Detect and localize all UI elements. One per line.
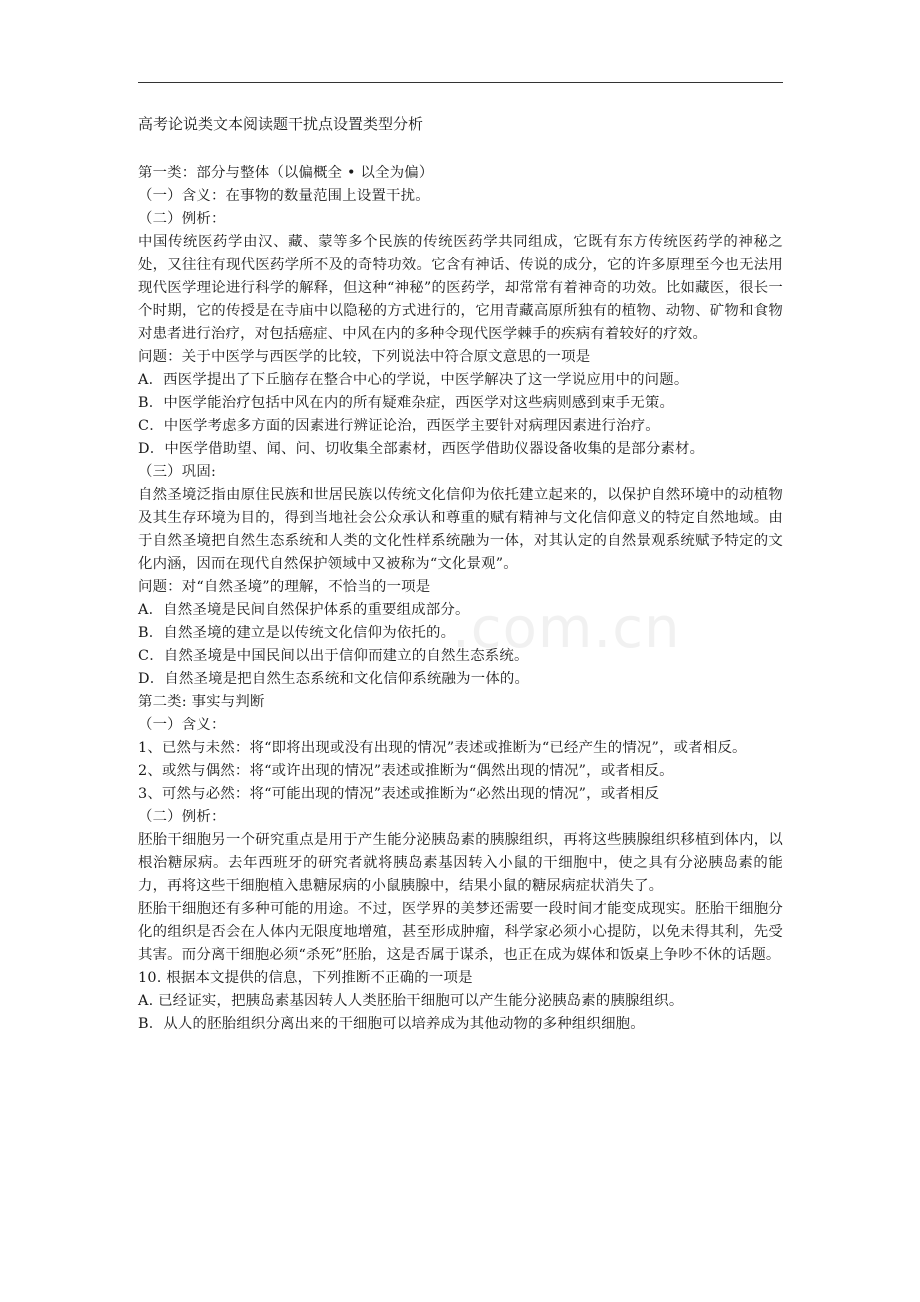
- question-1-option-b: B．中医学能治疗包括中风在内的所有疑难杂症，西医学对这些病则感到束手无策。: [138, 395, 675, 411]
- section-2-example-passage-2: 胚胎干细胞还有多种可能的用途。不过，医学界的美梦还需要一段时间才能变成现实。胚胎干细胞分化的组织是否会在人体内无限度地增殖，甚至形成肿瘤，科学家必须小心提防，以免未得其利，先受其害。而分离干细胞必须“杀死”胚胎，这是否属于谋杀，也正在成为媒体和饭桌上争吵不休的话题。: [138, 901, 783, 963]
- question-1-option-c: C．中医学考虑多方面的因素进行辨证论治，西医学主要针对病理因素进行治疗。: [138, 418, 660, 434]
- section-2-definition-1: 1、已然与未然：将“即将出现或没有出现的情况”表述或推断为“已经产生的情况”，或者相反。: [138, 740, 747, 756]
- section-1-heading: 第一类：部分与整体（以偏概全 • 以全为偏）: [138, 165, 434, 181]
- question-2-option-a: A．自然圣境是民间自然保护体系的重要组成部分。: [138, 602, 470, 618]
- question-2-stem: 问题：对“自然圣境”的理解，不恰当的一项是: [138, 579, 431, 595]
- section-1-practice-passage: 自然圣境泛指由原住民族和世居民族以传统文化信仰为依托建立起来的，以保护自然环境中的动植物及其生存环境为目的，得到当地社会公众承认和尊重的赋有精神与文化信仰意义的特定自然地域。由于自然圣境把自然生态系统和人类的文化性样系统融为一体，对其认定的自然景观系统赋予特定的文化内涵，因而在现代自然保护领域中又被称为“文化景观”。: [138, 487, 783, 572]
- question-2-option-d: D．自然圣境是把自然生态系统和文化信仰系统融为一体的。: [138, 671, 530, 687]
- section-1-practice-heading: （三）巩固:: [138, 464, 217, 480]
- section-2-example-passage-1: 胚胎干细胞另一个研究重点是用于产生能分泌胰岛素的胰腺组织，再将这些胰腺组织移植到体内，以根治糖尿病。去年西班牙的研究者就将胰岛素基因转入小鼠的干细胞中，使之具有分泌胰岛素的能力，再将这些干细胞植入患糖尿病的小鼠胰腺中，结果小鼠的糖尿病症状消失了。: [138, 832, 783, 894]
- watermark: .com.cn: [452, 596, 681, 661]
- question-10-stem: 10. 根据本文提供的信息，下列推断不正确的一项是: [138, 970, 473, 986]
- question-1-stem: 问题：关于中医学与西医学的比较，下列说法中符合原文意思的一项是: [138, 349, 591, 365]
- question-1-option-d: D．中医学借助望、闻、问、切收集全部素材，西医学借助仪器设备收集的是部分素材。: [138, 441, 705, 457]
- question-1-option-a: A．西医学提出了下丘脑存在整合中心的学说，中医学解决了这一学说应用中的问题。: [138, 372, 689, 388]
- section-2-definition-2: 2、或然与偶然：将“或许出现的情况”表述或推断为“偶然出现的情况”，或者相反。: [138, 763, 674, 779]
- section-1-example-heading: （二）例析：: [138, 211, 226, 227]
- section-1-example-passage: 中国传统医药学由汉、藏、蒙等多个民族的传统医药学共同组成，它既有东方传统医药学的神秘之处，又往往有现代医药学所不及的奇特功效。它含有神话、传说的成分，它的许多原理至今也无法用现代医学理论进行科学的解释，但这种“神秘”的医药学，却常常有着神奇的功效。比如藏医，很长一个时期，它的传授是在寺庙中以隐秘的方式进行的，它用青藏高原所独有的植物、动物、矿物和食物对患者进行治疗，对包括癌症、中风在内的多种令现代医学棘手的疾病有着较好的疗效。: [138, 234, 783, 342]
- document-title: 高考论说类文本阅读题干扰点设置类型分析: [138, 115, 424, 133]
- section-1-definition: （一）含义：在事物的数量范围上设置干扰。: [138, 188, 430, 204]
- header-rule: [138, 82, 783, 83]
- question-2-option-b: B．自然圣境的建立是以传统文化信仰为依托的。: [138, 625, 456, 641]
- question-10-option-b: B．从人的胚胎组织分离出来的干细胞可以培养成为其他动物的多种组织细胞。: [138, 1016, 645, 1032]
- question-10-option-a: A. 已经证实，把胰岛素基因转人人类胚胎干细胞可以产生能分泌胰岛素的胰腺组织。: [138, 993, 684, 1009]
- section-2-definition-heading: （一）含义：: [138, 717, 226, 733]
- section-2-heading: 第二类: 事实与判断: [138, 694, 265, 710]
- document-body: [138, 162, 783, 1036]
- section-2-example-heading: （二）例析：: [138, 809, 226, 825]
- section-2-definition-3: 3、可然与必然：将“可能出现的情况”表述或推断为“必然出现的情况”，或者相反: [138, 786, 660, 802]
- document-page: [138, 112, 783, 1036]
- question-2-option-c: C．自然圣境是中国民间以出于信仰而建立的自然生态系统。: [138, 648, 529, 664]
